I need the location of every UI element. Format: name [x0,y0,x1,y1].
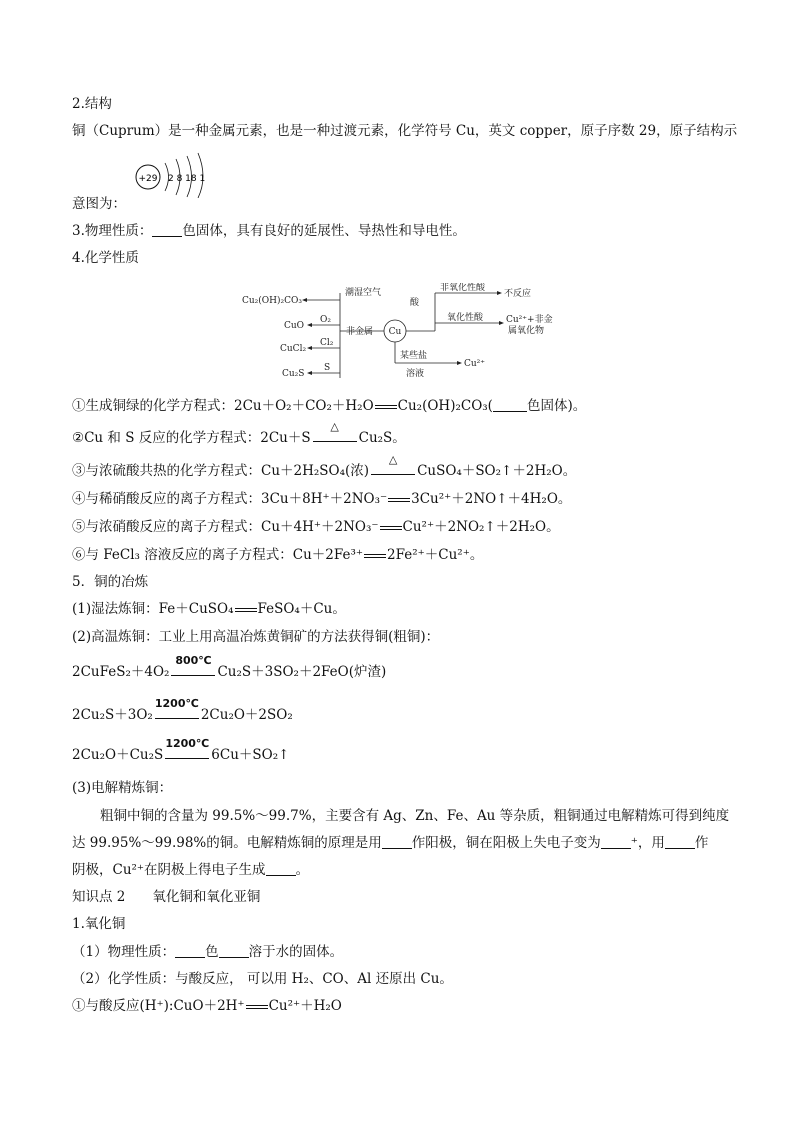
chemical-properties-title: 4.化学性质 [72,250,139,266]
reaction-1: 2CuFeS₂＋4O₂ 800℃ Cu₂S＋3SO₂＋2FeO(炉渣) [72,654,387,680]
electrolytic-para-2: 达 99.95%～99.98%的铜。电解精炼铜的原理是用 作阳极，铜在阳极上失电子变为 ⁺，用 作 [72,835,709,851]
malachite-product: Cu₂(OH)₂CO₃ [242,296,303,306]
reaction-2: 2Cu₂S＋3O₂ 1200℃ 2Cu₂O＋2SO₂ [72,697,293,723]
answer-blank [219,943,249,958]
nucleus-charge: +29 [138,174,158,184]
equation-2: ②Cu 和 S 反应的化学方程式：2Cu＋S △ Cu₂S。 [72,420,406,446]
cuo-acid-reaction: ①与酸反应(H⁺):CuO＋2H⁺ Cu²⁺＋H₂O [72,998,342,1014]
copper-reaction-diagram [240,283,560,388]
physical-properties: 3.物理性质： 色固体，具有良好的延展性、导热性和导电性。 [72,223,466,239]
equation-5: ⑤与浓硝酸反应的离子方程式：Cu＋4H⁺＋2NO₃⁻ Cu²⁺＋2NO₂↑＋2H₂O。 [72,519,560,535]
answer-blank [601,834,631,849]
non-oxidizing-acid-label: 非氧化性酸 [440,283,486,293]
electron-shells: 2 8 18 1 [168,174,206,184]
answer-blank [493,397,527,412]
no-reaction-label: 不反应 [504,289,532,299]
cuo-chemical: （2）化学性质：与酸反应， 可以用 H₂、CO、Al 还原出 Cu。 [72,971,453,987]
electrolytic-title: (3)电解精炼铜： [72,780,173,796]
high-temp-smelting: (2)高温炼铜：工业上用高温冶炼黄铜矿的方法获得铜(粗铜)： [72,629,440,645]
cuo-title: 1.氧化铜 [72,916,126,932]
oxidizing-product-line2: 属氧化物 [508,326,545,336]
answer-blank [266,861,296,876]
knowledge-point-2: 知识点 2 氧化铜和氧化亚铜 [72,889,261,905]
intro-continuation: 意图为： [72,196,126,212]
answer-blank [175,943,205,958]
equation-6: ⑥与 FeCl₃ 溶液反应的离子方程式：Cu＋2Fe³⁺ 2Fe²⁺＋Cu²⁺。 [72,547,484,563]
atomic-structure-diagram [132,150,232,198]
electrolytic-para-1: 粗铜中铜的含量为 99.5%～99.7%，主要含有 Ag、Zn、Fe、Au 等杂质，粗铜通过电解精炼可得到纯度 [100,808,730,824]
cucl2-product: CuCl₂ [280,344,307,354]
sulfur-label: S [324,363,331,373]
equation-4: ④与稀硝酸反应的离子方程式：3Cu＋8H⁺＋2NO₃⁻ 3Cu²⁺＋2NO↑＋4H₂O。 [72,491,572,507]
nonmetal-label: 非金属 [346,327,374,337]
answer-blank [382,834,412,849]
reaction-3: 2Cu₂O＋Cu₂S 1200℃ 6Cu＋SO₂↑ [72,737,290,763]
salt-product: Cu²⁺ [464,359,486,369]
equation-1: ①生成铜绿的化学方程式：2Cu＋O₂＋CO₂＋H₂O Cu₂(OH)₂CO₃( 色固体)。 [72,398,587,414]
smelting-title: 5．铜的冶炼 [72,574,149,590]
humid-air-label: 潮湿空气 [345,288,382,298]
salt-label: 某些盐 [400,351,428,361]
copper-intro-text: 铜（Cuprum）是一种金属元素，也是一种过渡元素，化学符号 Cu，英文 copper，原子序数 29，原子结构示 [72,123,738,139]
oxidizing-acid-label: 氧化性酸 [447,313,484,323]
oxygen-label: O₂ [320,315,331,325]
chlorine-label: Cl₂ [320,338,334,348]
cuo-physical: （1）物理性质： 色 溶于水的固体。 [72,944,344,960]
answer-blank [152,222,182,237]
cuo-product: CuO [284,321,305,331]
cu2s-product: Cu₂S [282,369,305,379]
copper-center: Cu [388,327,402,337]
answer-blank [665,834,695,849]
equation-3: ③与浓硫酸共热的化学方程式：Cu＋2H₂SO₄(浓) △ CuSO₄＋SO₂↑＋2H₂O。 [72,453,577,479]
wet-smelting: (1)湿法炼铜：Fe＋CuSO₄ FeSO₄＋Cu。 [72,601,346,617]
oxidizing-product-line1: Cu²⁺+非金 [506,315,553,325]
electrolytic-para-3: 阴极，Cu²⁺在阴极上得电子生成 。 [72,862,310,878]
acid-label: 酸 [410,298,420,308]
section-structure-title: 2.结构 [72,96,112,112]
solution-label: 溶液 [406,369,425,379]
